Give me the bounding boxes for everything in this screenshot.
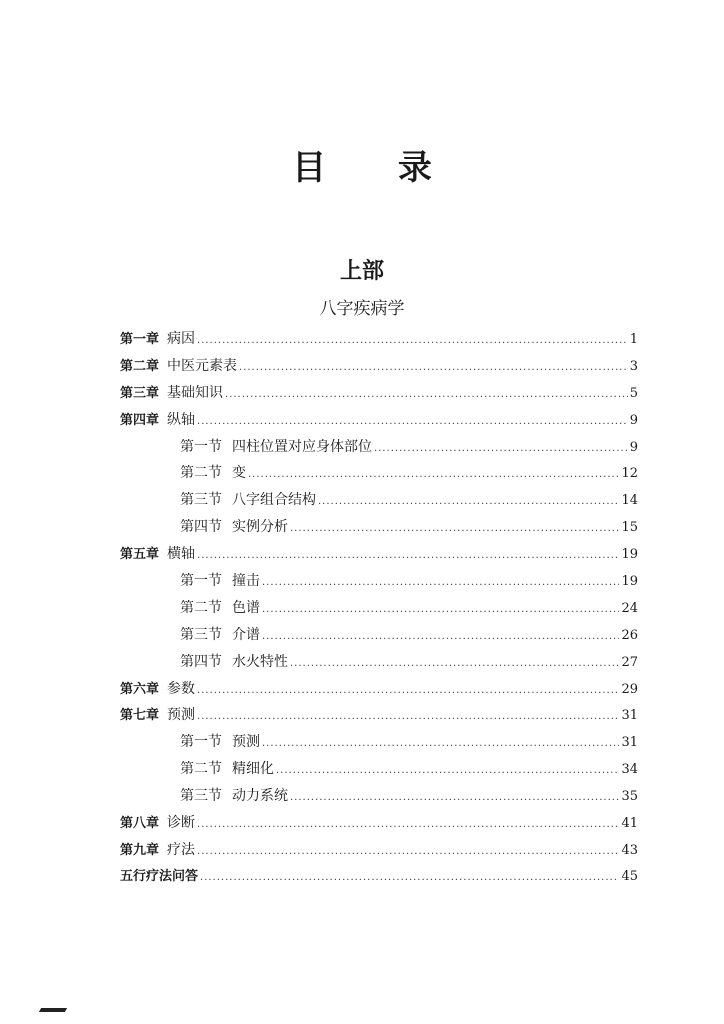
- toc-entry-section[interactable]: [120, 756, 638, 783]
- dot-leader: [197, 328, 628, 355]
- toc-entry-title: 变: [232, 465, 246, 482]
- dot-leader: [374, 436, 628, 463]
- toc-entry-chapter[interactable]: [120, 353, 638, 380]
- table-of-contents: [120, 326, 638, 891]
- part-title: 上部: [339, 259, 384, 284]
- dot-leader: [276, 758, 619, 785]
- toc-entry-title: 病因: [167, 331, 196, 347]
- dot-leader: [262, 570, 619, 597]
- toc-entry-label: 第五章: [120, 547, 160, 563]
- toc-entry-page-number: 15: [621, 520, 638, 536]
- toc-entry-label: 第二节: [180, 599, 222, 616]
- toc-entry-section[interactable]: [120, 568, 638, 595]
- toc-entry-label: 第六章: [120, 681, 160, 697]
- dot-leader: [197, 543, 619, 570]
- part-subtitle: 八字疾病学: [319, 299, 405, 319]
- toc-entry-page-number: 9: [629, 439, 638, 455]
- toc-entry-section[interactable]: [120, 595, 638, 622]
- toc-entry-label: 第八章: [120, 816, 160, 832]
- dot-leader: [197, 409, 628, 436]
- toc-entry-title: 纵轴: [167, 411, 196, 428]
- dot-leader: [197, 678, 619, 705]
- toc-entry-label: 第一节: [180, 734, 222, 751]
- toc-entry-section[interactable]: [120, 514, 638, 541]
- toc-entry-title: 诊断: [167, 815, 196, 832]
- dot-leader: [197, 704, 619, 731]
- toc-entry-title: 横轴: [167, 546, 196, 563]
- toc-entry-title: 水火特性: [232, 653, 288, 670]
- toc-entry-title: 八字组合结构: [232, 492, 316, 509]
- toc-entry-label: 第四章: [120, 412, 160, 428]
- toc-entry-title: 五行疗法问答: [120, 868, 199, 884]
- toc-entry-page-number: 41: [621, 816, 638, 832]
- dot-leader: [197, 812, 619, 839]
- toc-entry-label: 第四节: [180, 519, 222, 536]
- toc-entry-label: 第三章: [120, 385, 160, 401]
- dot-leader: [262, 597, 619, 624]
- toc-entry-section[interactable]: [120, 434, 638, 461]
- toc-entry-page-number: 29: [621, 681, 638, 697]
- dot-leader: [290, 785, 619, 812]
- dot-leader: [262, 731, 619, 758]
- toc-entry-chapter[interactable]: [120, 837, 638, 864]
- toc-entry-title: 精细化: [232, 761, 274, 778]
- dot-leader: [197, 839, 619, 866]
- dot-leader: [200, 865, 619, 892]
- toc-entry-title: 动力系统: [232, 788, 288, 805]
- toc-entry-page-number: 1: [629, 332, 638, 347]
- toc-entry-title: 撞击: [232, 573, 260, 590]
- toc-entry-chapter[interactable]: [120, 380, 638, 407]
- toc-entry-page-number: 9: [629, 412, 638, 428]
- dot-leader: [239, 355, 628, 382]
- toc-entry-title: 预测: [232, 734, 260, 751]
- toc-entry-label: 第九章: [120, 842, 160, 858]
- toc-entry-page-number: 12: [621, 466, 638, 482]
- toc-entry-page-number: 31: [621, 708, 638, 724]
- toc-entry-chapter[interactable]: [120, 676, 638, 703]
- toc-entry-title: 实例分析: [232, 519, 288, 536]
- toc-entry-title: 基础知识: [167, 384, 224, 401]
- toc-entry-title: 疗法: [167, 841, 196, 858]
- toc-entry-chapter[interactable]: [120, 541, 638, 568]
- toc-entry-label: 第二节: [180, 761, 222, 778]
- toc-entry-chapter[interactable]: [120, 810, 638, 837]
- toc-entry-section[interactable]: [120, 783, 638, 810]
- toc-entry-page-number: 14: [621, 493, 638, 509]
- toc-entry-label: 第一节: [180, 438, 222, 455]
- dot-leader: [290, 651, 619, 678]
- toc-entry-page-number: 19: [621, 547, 638, 563]
- dot-leader: [290, 516, 619, 543]
- toc-entry-label: 第七章: [120, 708, 160, 724]
- toc-entry-section[interactable]: [120, 460, 638, 487]
- toc-entry-page-number: 26: [621, 627, 638, 643]
- dot-leader: [225, 382, 628, 409]
- toc-entry-page-number: 34: [621, 762, 638, 778]
- toc-entry-section[interactable]: [120, 649, 638, 676]
- toc-entry-page-number: 45: [621, 868, 638, 884]
- toc-entry-label: 第三节: [180, 626, 222, 643]
- toc-entry-title: 四柱位置对应身体部位: [232, 438, 372, 455]
- toc-entry-title: 参数: [167, 680, 196, 697]
- toc-entry-section[interactable]: [120, 729, 638, 756]
- toc-entry-page-number: 3: [629, 358, 638, 374]
- toc-entry-page-number: 43: [621, 842, 638, 858]
- toc-entry-page-number: 35: [621, 789, 638, 805]
- toc-entry-standalone[interactable]: [120, 864, 638, 891]
- dot-leader: [318, 489, 619, 516]
- toc-entry-page-number: 31: [621, 735, 638, 751]
- toc-entry-label: 第三节: [180, 788, 222, 805]
- toc-entry-page-number: 19: [621, 574, 638, 590]
- toc-entry-label: 第一节: [180, 573, 222, 590]
- toc-entry-title: 介谱: [232, 626, 260, 643]
- toc-entry-title: 色谱: [232, 599, 260, 616]
- toc-entry-title: 预测: [167, 707, 196, 724]
- toc-entry-chapter[interactable]: [120, 407, 638, 434]
- dot-leader: [248, 462, 619, 489]
- toc-entry-section[interactable]: [120, 487, 638, 514]
- toc-entry-chapter[interactable]: [120, 702, 638, 729]
- toc-entry-label: 第二节: [180, 465, 222, 482]
- toc-entry-page-number: 24: [621, 600, 638, 616]
- toc-entry-label: 第四节: [180, 653, 222, 670]
- scan-artifact-mark: [39, 1008, 67, 1012]
- toc-entry-label: 第一章: [120, 332, 160, 347]
- dot-leader: [262, 624, 619, 651]
- toc-entry-label: 第二章: [120, 358, 160, 374]
- toc-entry-page-number: 5: [629, 385, 638, 401]
- toc-entry-label: 第三节: [180, 492, 222, 509]
- toc-entry-section[interactable]: [120, 622, 638, 649]
- toc-entry-page-number: 27: [621, 654, 638, 670]
- page-title: 目 录: [292, 148, 462, 188]
- toc-entry-chapter[interactable]: [120, 326, 638, 353]
- toc-entry-title: 中医元素表: [167, 357, 238, 374]
